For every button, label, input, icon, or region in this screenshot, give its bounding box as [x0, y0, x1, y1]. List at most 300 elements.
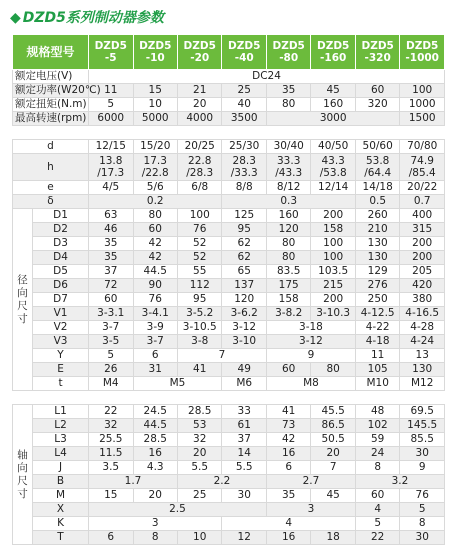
table-cell: 6	[266, 461, 310, 475]
table-cell: 65	[222, 265, 266, 279]
table-cell: 30	[222, 489, 266, 503]
table-row	[13, 195, 445, 209]
table-cell: 40/50	[311, 140, 355, 154]
row-label: L1	[33, 405, 89, 419]
table-cell: 205	[400, 265, 445, 279]
table-cell: 158	[266, 293, 310, 307]
table-row	[13, 84, 445, 98]
row-label: K	[33, 517, 89, 531]
row-label: D2	[33, 223, 89, 237]
table-cell: 95	[177, 293, 221, 307]
table-row	[13, 154, 445, 181]
table-cell: 1500	[400, 112, 445, 126]
table-cell: 3-5.2	[177, 307, 221, 321]
table-cell: 60	[355, 84, 399, 98]
table-cell: 25.5	[89, 433, 133, 447]
table-cell: 0.5	[355, 195, 399, 209]
table-cell: 22	[89, 405, 133, 419]
table-cell: 4/5	[89, 181, 133, 195]
header-model: DZD5 -320	[355, 35, 399, 70]
table-row	[13, 181, 445, 195]
table-cell: 45	[311, 84, 355, 98]
table-cell: 120	[222, 293, 266, 307]
table-row	[13, 279, 445, 293]
table-cell: 8	[400, 517, 445, 531]
table-header-row	[13, 35, 445, 70]
table-cell: 100	[400, 84, 445, 98]
table-cell: 20/22	[400, 181, 445, 195]
table-cell: 7	[311, 461, 355, 475]
table-cell: 30	[400, 531, 445, 545]
row-label: D5	[33, 265, 89, 279]
header-label: 规格型号	[13, 35, 89, 70]
table-cell: 8	[133, 531, 177, 545]
table-cell: 3500	[222, 112, 266, 126]
table-cell: 83.5	[266, 265, 310, 279]
table-cell: 4	[355, 503, 399, 517]
table-cell: 44.5	[133, 265, 177, 279]
table-cell: 3	[89, 517, 222, 531]
table-cell: 100	[177, 209, 221, 223]
table-cell: 2.7	[266, 475, 355, 489]
table-cell: 3-6.2	[222, 307, 266, 321]
header-model: DZD5 -160	[311, 35, 355, 70]
table-cell: 130	[355, 251, 399, 265]
table-cell: 215	[311, 279, 355, 293]
table-row	[13, 251, 445, 265]
table-cell: 130	[400, 363, 445, 377]
table-cell: 35	[266, 84, 310, 98]
table-row	[13, 517, 445, 531]
table-cell: 35	[89, 251, 133, 265]
table-cell: 210	[355, 223, 399, 237]
row-label: L3	[33, 433, 89, 447]
row-label: t	[33, 377, 89, 391]
table-cell: 30	[400, 447, 445, 461]
table-cell: 3-8.2	[266, 307, 310, 321]
table-cell: 130	[355, 237, 399, 251]
table-cell: 37	[89, 265, 133, 279]
table-cell: 8/12	[266, 181, 310, 195]
header-model: DZD5 -20	[177, 35, 221, 70]
table-cell: 60	[89, 293, 133, 307]
table-cell: 200	[311, 209, 355, 223]
table-cell: 5	[89, 349, 133, 363]
table-cell: 45	[311, 489, 355, 503]
row-label: D6	[33, 279, 89, 293]
row-label: e	[13, 181, 89, 195]
row-label: 最高转速(rpm)	[13, 112, 89, 126]
table-cell: 25	[222, 84, 266, 98]
table-cell: 76	[400, 489, 445, 503]
spacer-row	[13, 126, 445, 140]
table-cell: 80	[311, 363, 355, 377]
row-label: T	[33, 531, 89, 545]
row-label: δ	[13, 195, 89, 209]
table-cell: 60	[355, 489, 399, 503]
diamond-bullet-icon: ◆	[10, 10, 21, 26]
table-cell: 3-4.1	[133, 307, 177, 321]
table-row	[13, 237, 445, 251]
table-cell: 11	[355, 349, 399, 363]
table-cell: 59	[355, 433, 399, 447]
table-cell: 112	[177, 279, 221, 293]
table-cell: 105	[355, 363, 399, 377]
row-label: 额定电压(V)	[13, 70, 89, 84]
table-cell: 1000	[400, 98, 445, 112]
table-cell: 20	[133, 489, 177, 503]
table-cell: 42	[133, 237, 177, 251]
table-cell: 12	[222, 531, 266, 545]
row-label: D4	[33, 251, 89, 265]
table-cell: 62	[222, 251, 266, 265]
table-row	[13, 335, 445, 349]
table-cell: 3-9	[133, 321, 177, 335]
table-cell: 20	[311, 447, 355, 461]
table-cell: 4-28	[400, 321, 445, 335]
table-cell: 74.9 /85.4	[400, 154, 445, 181]
row-label: h	[13, 154, 89, 181]
table-cell: 25	[177, 489, 221, 503]
table-cell: 3-12	[266, 335, 355, 349]
spacer-cell	[13, 126, 445, 140]
table-cell: 35	[266, 489, 310, 503]
table-cell: 18	[311, 531, 355, 545]
table-cell: 0.2	[89, 195, 222, 209]
spec-table-wrapper	[12, 34, 445, 545]
table-cell: 10	[133, 98, 177, 112]
table-cell: 6000	[89, 112, 133, 126]
table-cell: 42	[266, 433, 310, 447]
row-label: D3	[33, 237, 89, 251]
table-cell: 1.7	[89, 475, 178, 489]
table-cell: 4-18	[355, 335, 399, 349]
table-cell: 200	[400, 237, 445, 251]
table-row	[13, 293, 445, 307]
table-row	[13, 140, 445, 154]
table-cell: 37	[222, 433, 266, 447]
table-cell: 46	[89, 223, 133, 237]
row-label: L2	[33, 419, 89, 433]
table-row	[13, 447, 445, 461]
table-cell: 20/25	[177, 140, 221, 154]
group-label-radial: 径 向 尺 寸	[13, 209, 33, 391]
table-cell: M4	[89, 377, 133, 391]
table-row	[13, 405, 445, 419]
table-cell: 103.5	[311, 265, 355, 279]
table-cell: 2.5	[89, 503, 267, 517]
table-cell: 50.5	[311, 433, 355, 447]
table-cell: 80	[266, 251, 310, 265]
row-label: D7	[33, 293, 89, 307]
table-row	[13, 419, 445, 433]
spec-table	[12, 34, 445, 545]
table-cell: 5	[355, 517, 399, 531]
table-cell: 7	[177, 349, 266, 363]
spacer-row	[13, 391, 445, 405]
row-label: L4	[33, 447, 89, 461]
table-cell: 5000	[133, 112, 177, 126]
table-cell: 3-18	[266, 321, 355, 335]
table-cell: 3-10.5	[177, 321, 221, 335]
table-cell: 16	[266, 447, 310, 461]
table-cell: 5.5	[222, 461, 266, 475]
table-cell: 33	[222, 405, 266, 419]
table-row	[13, 363, 445, 377]
table-cell: 28.3 /33.3	[222, 154, 266, 181]
table-row	[13, 531, 445, 545]
table-cell: 5	[89, 98, 133, 112]
table-row	[13, 377, 445, 391]
table-cell: 90	[133, 279, 177, 293]
table-cell: 80	[266, 237, 310, 251]
table-cell: 61	[222, 419, 266, 433]
table-cell: 102	[355, 419, 399, 433]
table-cell: 4000	[177, 112, 221, 126]
table-cell: 160	[266, 209, 310, 223]
table-cell: 5	[400, 503, 445, 517]
table-cell: 85.5	[400, 433, 445, 447]
table-cell: 276	[355, 279, 399, 293]
row-label: d	[13, 140, 89, 154]
table-row	[13, 265, 445, 279]
table-cell: 400	[400, 209, 445, 223]
table-cell: 76	[177, 223, 221, 237]
row-label: V3	[33, 335, 89, 349]
row-label: 额定扭矩(N.m)	[13, 98, 89, 112]
group-label-axial: 轴 向 尺 寸	[13, 405, 33, 545]
table-cell: 3.2	[355, 475, 444, 489]
table-cell: 6	[89, 531, 133, 545]
table-cell: 16	[133, 447, 177, 461]
table-cell: 53.8 /64.4	[355, 154, 399, 181]
table-cell: 10	[177, 531, 221, 545]
table-cell: 5/6	[133, 181, 177, 195]
table-cell: 160	[311, 98, 355, 112]
table-row	[13, 98, 445, 112]
row-label: D1	[33, 209, 89, 223]
table-cell: 40	[222, 98, 266, 112]
table-cell: 69.5	[400, 405, 445, 419]
table-cell: 43.3 /53.8	[311, 154, 355, 181]
table-cell: 22	[355, 531, 399, 545]
table-cell: 24.5	[133, 405, 177, 419]
row-label: E	[33, 363, 89, 377]
table-cell: DC24	[89, 70, 445, 84]
table-cell: 3	[266, 503, 355, 517]
table-cell: 3-7	[89, 321, 133, 335]
table-cell: 95	[222, 223, 266, 237]
table-cell: 41	[266, 405, 310, 419]
table-cell: 3-8	[177, 335, 221, 349]
table-cell: 24	[355, 447, 399, 461]
table-cell: 4-24	[400, 335, 445, 349]
table-cell: 12/15	[89, 140, 133, 154]
table-cell: 63	[89, 209, 133, 223]
table-cell: 50/60	[355, 140, 399, 154]
header-model: DZD5 -1000	[400, 35, 445, 70]
table-cell: 120	[266, 223, 310, 237]
spacer-cell	[13, 391, 445, 405]
table-cell: 3-10	[222, 335, 266, 349]
table-cell: 28.5	[133, 433, 177, 447]
table-row	[13, 112, 445, 126]
table-cell: M8	[266, 377, 355, 391]
table-cell: 60	[133, 223, 177, 237]
table-cell: 76	[133, 293, 177, 307]
table-cell: 145.5	[400, 419, 445, 433]
table-row	[13, 503, 445, 517]
table-cell: 4-12.5	[355, 307, 399, 321]
row-label: B	[33, 475, 89, 489]
table-row	[13, 70, 445, 84]
table-cell: 33.3 /43.3	[266, 154, 310, 181]
table-cell: 80	[266, 98, 310, 112]
row-label: V2	[33, 321, 89, 335]
table-cell: 8/8	[222, 181, 266, 195]
table-cell: 28.5	[177, 405, 221, 419]
table-cell: 32	[89, 419, 133, 433]
table-cell: 15	[133, 84, 177, 98]
table-row	[13, 489, 445, 503]
table-cell: 5.5	[177, 461, 221, 475]
table-row	[13, 461, 445, 475]
table-cell: 15	[89, 489, 133, 503]
table-cell: 16	[266, 531, 310, 545]
row-label: 额定功率(W20℃)	[13, 84, 89, 98]
row-label: Y	[33, 349, 89, 363]
table-cell: 200	[400, 251, 445, 265]
table-cell: 30/40	[266, 140, 310, 154]
table-cell: 62	[222, 237, 266, 251]
table-cell: 48	[355, 405, 399, 419]
table-cell: 4-16.5	[400, 307, 445, 321]
row-label: J	[33, 461, 89, 475]
header-model: DZD5 -10	[133, 35, 177, 70]
table-cell: M10	[355, 377, 399, 391]
table-cell: 80	[133, 209, 177, 223]
table-row	[13, 475, 445, 489]
table-cell: 320	[355, 98, 399, 112]
table-cell: 45.5	[311, 405, 355, 419]
table-cell: 315	[400, 223, 445, 237]
table-cell: 20	[177, 98, 221, 112]
table-cell: 158	[311, 223, 355, 237]
row-label: X	[33, 503, 89, 517]
table-cell: 49	[222, 363, 266, 377]
table-cell: 13.8 /17.3	[89, 154, 133, 181]
table-cell: 260	[355, 209, 399, 223]
table-cell: 100	[311, 237, 355, 251]
table-cell: 12/14	[311, 181, 355, 195]
table-cell: 32	[177, 433, 221, 447]
table-cell: 31	[133, 363, 177, 377]
table-row	[13, 209, 445, 223]
table-cell: 20	[177, 447, 221, 461]
table-cell: 175	[266, 279, 310, 293]
table-cell: 4	[222, 517, 355, 531]
table-cell: M5	[133, 377, 222, 391]
table-cell: 70/80	[400, 140, 445, 154]
table-cell: 250	[355, 293, 399, 307]
table-cell: 6/8	[177, 181, 221, 195]
table-cell: 3-12	[222, 321, 266, 335]
table-cell: 4-22	[355, 321, 399, 335]
table-cell: 6	[133, 349, 177, 363]
table-cell: 41	[177, 363, 221, 377]
table-cell: 100	[311, 251, 355, 265]
table-cell: 14	[222, 447, 266, 461]
table-cell: 72	[89, 279, 133, 293]
table-cell: 26	[89, 363, 133, 377]
table-cell: 22.8 /28.3	[177, 154, 221, 181]
table-cell: 42	[133, 251, 177, 265]
table-cell: 3-5	[89, 335, 133, 349]
page-title-text: DZD5系列制动器参数	[22, 10, 164, 26]
table-cell: 21	[177, 84, 221, 98]
row-label: M	[33, 489, 89, 503]
table-cell: 86.5	[311, 419, 355, 433]
table-row	[13, 321, 445, 335]
table-cell: 35	[89, 237, 133, 251]
header-model: DZD5 -80	[266, 35, 310, 70]
table-cell: 9	[400, 461, 445, 475]
table-cell: 55	[177, 265, 221, 279]
table-cell: 129	[355, 265, 399, 279]
table-cell: 53	[177, 419, 221, 433]
table-cell: 17.3 /22.8	[133, 154, 177, 181]
table-row	[13, 307, 445, 321]
table-cell: 137	[222, 279, 266, 293]
table-cell: 60	[266, 363, 310, 377]
table-cell: 11	[89, 84, 133, 98]
table-cell: 4.3	[133, 461, 177, 475]
table-cell: 3-10.3	[311, 307, 355, 321]
table-cell: 11.5	[89, 447, 133, 461]
table-cell: 8	[355, 461, 399, 475]
table-cell: 15/20	[133, 140, 177, 154]
table-row	[13, 433, 445, 447]
table-cell: 13	[400, 349, 445, 363]
row-label: V1	[33, 307, 89, 321]
table-cell: 3-3.1	[89, 307, 133, 321]
table-cell: M12	[400, 377, 445, 391]
table-cell: 9	[266, 349, 355, 363]
table-cell: 52	[177, 237, 221, 251]
table-cell: M6	[222, 377, 266, 391]
table-cell: 0.3	[222, 195, 355, 209]
table-row	[13, 349, 445, 363]
table-cell: 3000	[266, 112, 399, 126]
table-cell: 2.2	[177, 475, 266, 489]
table-row	[13, 223, 445, 237]
table-cell: 14/18	[355, 181, 399, 195]
header-model: DZD5 -5	[89, 35, 133, 70]
table-cell: 380	[400, 293, 445, 307]
table-cell: 25/30	[222, 140, 266, 154]
table-cell: 3.5	[89, 461, 133, 475]
table-cell: 125	[222, 209, 266, 223]
table-cell: 3-7	[133, 335, 177, 349]
table-cell: 200	[311, 293, 355, 307]
table-cell: 44.5	[133, 419, 177, 433]
table-cell: 52	[177, 251, 221, 265]
header-model: DZD5 -40	[222, 35, 266, 70]
table-cell: 420	[400, 279, 445, 293]
page-title	[10, 4, 164, 32]
table-cell: 0.7	[400, 195, 445, 209]
table-cell: 73	[266, 419, 310, 433]
